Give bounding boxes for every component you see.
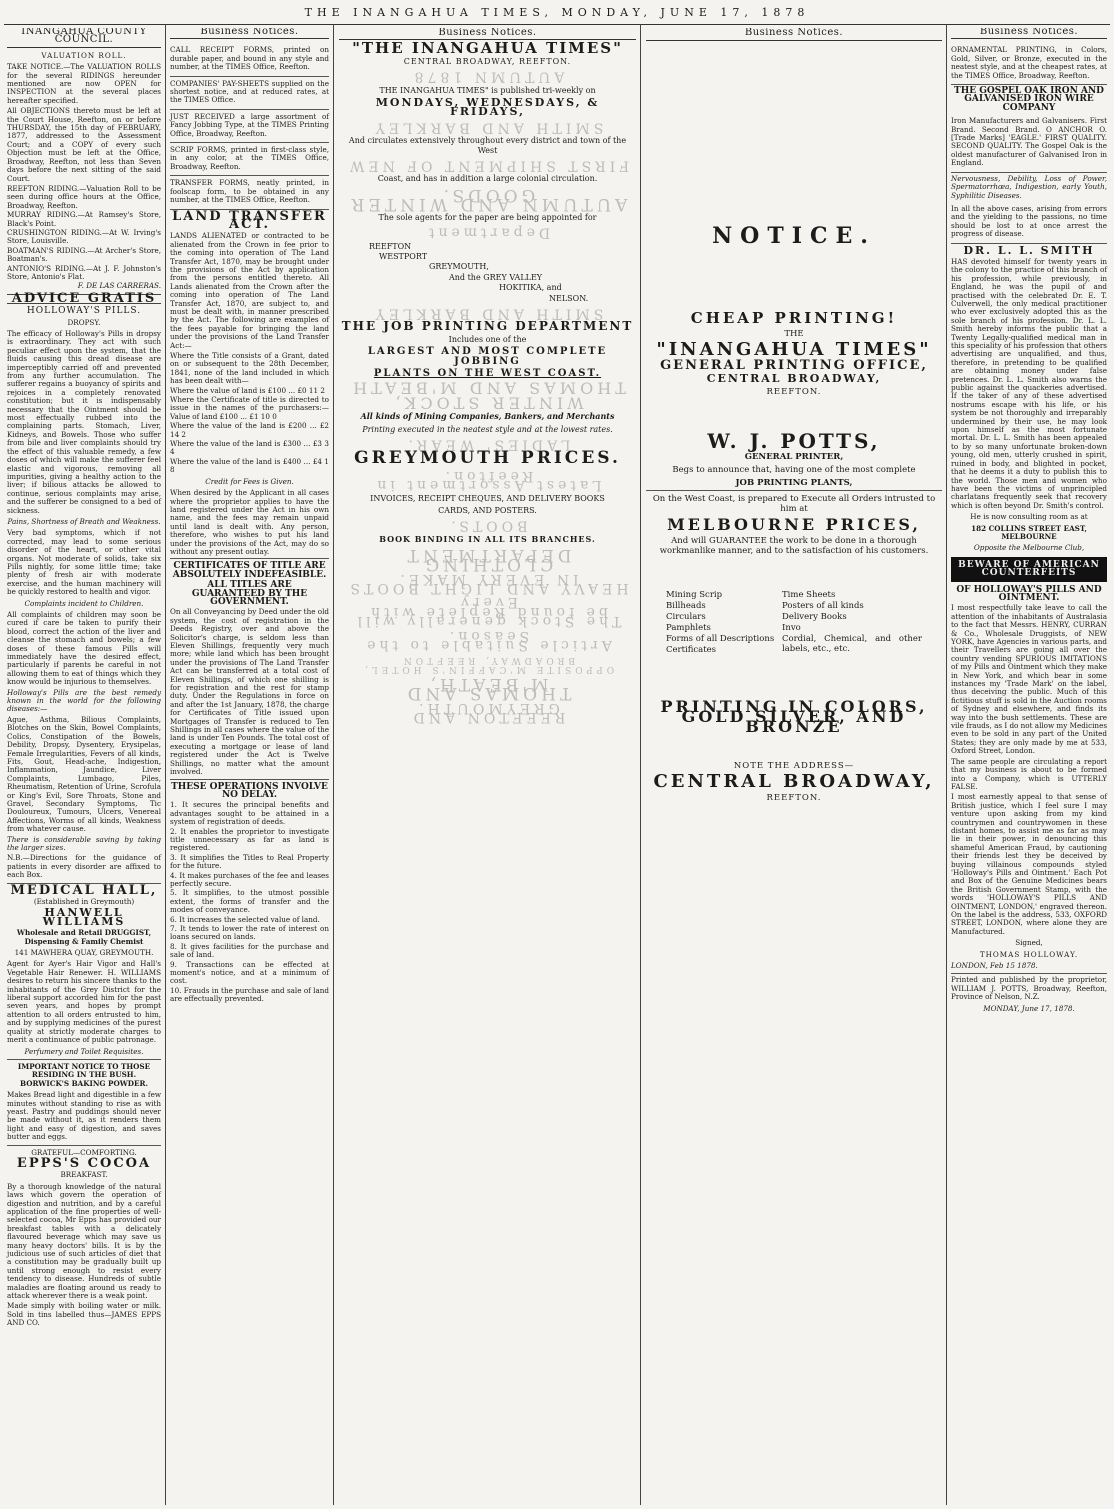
operations-list: [170, 801, 329, 1003]
breakfast-line: BREAKFAST.: [60, 1170, 108, 1180]
credit-heading: Credit for Fees is Given.: [205, 476, 294, 486]
gospel-oak-text: Iron Manufacturers and Galvanisers. First Brand. Second Brand. O ANCHOR O. [Trade Marks] 'EAGLE.' FIRST QUALITY. SECOND QUALITY. The Gospel Oak is the oldest manufacturer of Galvanised Iron in England.: [951, 114, 1107, 172]
reverse-bleed-text: LADIES' WEAR.: [404, 436, 571, 453]
times-address: CENTRAL BROADWAY, REEFTON.: [403, 56, 572, 66]
agents-line: The sole agents for the paper are being appointed for: [378, 212, 597, 222]
invoices-line: INVOICES, RECEIPT CHEQUES, AND DELIVERY BOOKS: [370, 493, 605, 503]
riding-item: MURRAY RIDING.—At Ramsey's Store, Black's Point.: [7, 210, 161, 228]
council-header: INANGAHUA COUNTY COUNCIL.: [7, 28, 161, 48]
central-broadway-large: CENTRAL BROADWAY,: [653, 771, 935, 792]
printing-item: Circulars: [666, 612, 706, 622]
guaranteed-title: ALL TITLES ARE GUARANTEED BY THE GOVERNMENT.: [191, 580, 308, 607]
ridings-list: [7, 185, 161, 291]
fee-item: Where the value of the land is £300 ... £3 3 4: [170, 439, 329, 457]
printing-item: Billheads: [666, 601, 706, 611]
epps-sign: Made simply with boiling water or milk. Sold in tins labelled thus—JAMES EPPS AND CO.: [7, 1301, 161, 1328]
reverse-bleed-text: SMITH AND BARKLEY: [371, 305, 604, 322]
reverse-bleed-text: Article Suitable to the Season.: [363, 627, 612, 653]
cards-line: CARDS, AND POSTERS.: [438, 506, 537, 516]
same-people-text: The same people are circulating a report that my business is about to be formed into a Company, which is UTTERLY FALSE.: [951, 756, 1107, 791]
business-notices-header: Business Notices.: [170, 28, 329, 39]
transfer-forms-ad: TRANSFER FORMS, neatly printed, in foolscap form, to be obtained in any number, at the TIMES Office, Reefton.: [170, 176, 329, 209]
riding-item: REEFTON RIDING.—Valuation Roll to be seen during office hours at the Office, Broadway, Reefton.: [7, 183, 161, 210]
imprint-date: MONDAY, June 17, 1878.: [983, 1003, 1075, 1013]
inangahua-times-title: "INANGAHUA TIMES": [656, 339, 932, 360]
towns-list: [339, 242, 636, 303]
london-date: LONDON, Feb 15 1878.: [951, 962, 1107, 974]
printing-item: Forms of all Descriptions: [666, 634, 775, 644]
signed-label: Signed,: [1015, 938, 1043, 948]
epps-cocoa-title: EPPS'S COCOA: [16, 1155, 152, 1171]
nervous-text: In all the above cases, arising from errors and the yielding to the passions, no time should be lost to at once arrest the progress of disease.: [951, 202, 1107, 244]
general-printer-label: GENERAL PRINTER,: [744, 452, 844, 462]
job-plants-line: JOB PRINTING PLANTS,: [646, 478, 942, 491]
printing-item: Mining Scrip: [666, 590, 723, 600]
certificates-title: CERTIFICATES OF TITLE ARE ABSOLUTELY INDEFEASIBLE.: [170, 558, 329, 579]
reefton-label: REEFTON.: [766, 387, 822, 397]
guarantee-line: And will GUARANTEE the work to be done in a thorough workmanlike manner, and to the satisfaction of his customers.: [659, 536, 929, 556]
epps-text: By a thorough knowledge of the natural laws which govern the operation of digestion and nutrition, and by a careful application of the fine properties of well-selected cocoa, Mr Epps has provided our breakfast tables with a delicately flavoured beverage which may save us many heavy doctors' bills. It is by the judicious use of such articles of diet that a constitution may be gradually built up until strong enough to resist every tendency to disease. Hundreds of subtle maladies are floating around us ready to attack wherever there is a weak point.: [7, 1181, 161, 1301]
fee-item: Where the Certificate of title is directed to issue in the names of the purchasers:—Value of land £100 ... £1 10 0: [170, 395, 329, 421]
note-address-line: NOTE THE ADDRESS—: [733, 761, 855, 771]
colors-printing-line: PRINTING IN COLORS, GOLD SILVER, AND BRONZE: [660, 697, 928, 736]
town-item: REEFTON: [369, 241, 412, 251]
reefton-label-2: REEFTON.: [766, 793, 822, 803]
melbourne-prices: MELBOURNE PRICES,: [667, 515, 921, 534]
dropsy-text: The efficacy of Holloway's Pills in dropsy is extraordinary. They act with such peculiar effect upon the system, that the fluids causing this dread disease are imperceptibly carried off and prevented from any further accumulation. The sufferer regains a buoyancy of spirits and rejoices in a completely renovated constitution; but it is indispensably necessary that the Ointment should be most effectually rubbed into the complaining parts. Stomach, Liver, Kidneys, and Bowels. Those who suffer from bile and liver complaints should try the effect of this valuable remedy, a few doses of which will make the sufferer feel elastic and vigorous, removing all impurities, giving a healthy action to the liver; if bilious attacks be allowed to continue, serious complaints may arise, and the sufferer be consigned to a bed of sickness.: [7, 329, 161, 515]
the-label: THE: [784, 329, 804, 339]
diseases-intro: Holloway's Pills are the best remedy known in the world for the following diseases:—: [7, 687, 161, 714]
hanwell-williams-name: HANWELL WILLIAMS: [42, 906, 126, 928]
west-coast-line: On the West Coast, is prepared to Execute all Orders intrusted to him at: [652, 494, 936, 514]
dr-smith-text: HAS devoted himself for twenty years in the colony to the practice of this branch of his profession, while previously, in England, he was the pupil of and practised with the celebrated Dr. E. T. Culverwell, the only medical practitioner who ever exclusively adopted this as the sole branch of his profession. Dr. L. L. Smith hereby informs the public that a Twenty Legally-qualified medical man in this speciality of his profession that others advertising are unqualified, and thus, therefore, in pretending to be qualified are obtaining money under false pretences. Dr. L. L. Smith also warns the public against the quackeries advertised. If the taker of any of these advertised nostrums escape with his life, or his system be not thoroughly and irreparably undermined by their use, he may look upon himself as the most fortunate mortal. Dr. L. L. Smith has been appealed to by so many unfortunate broken-down young, old men, utterly crushed in spirit, ruined in body, and blighted in pocket, that he deems it a duty to publish this to the world. Those men and women who have been the victims of unprincipled charlatans frequently seek that recovery which is often beyond Dr. Smith's control.: [951, 256, 1107, 510]
column-1: [4, 28, 164, 1503]
consulting-line: He is now consulting room as at: [970, 512, 1088, 522]
reverse-bleed-text: THOMAS AND M'BEATH: [349, 378, 626, 398]
published-line: THE INANGAHUA TIMES" is published tri-weekly on: [379, 85, 596, 95]
operation-item: 2. It enables the proprietor to investigate title unnecessary as far as land is registered.: [170, 826, 329, 853]
perfumery-line: Perfumery and Toilet Requisites.: [7, 1048, 161, 1060]
greymouth-prices: GREYMOUTH PRICES.: [354, 448, 621, 469]
collins-street-address: 182 COLLINS STREET EAST, MELBOURNE: [971, 523, 1087, 541]
printing-item: Delivery Books: [782, 612, 847, 622]
fee-item: Where the value of the land is £400 ... £4 1 8: [170, 456, 329, 475]
times-title: "THE INANGAHUA TIMES": [352, 39, 623, 58]
business-notices-header: Business Notices.: [951, 28, 1107, 39]
children-heading: Complaints incident to Children.: [24, 598, 144, 608]
reverse-bleed-text: WINTER STOCK,: [391, 393, 584, 413]
fee-item: Where the value of the land is £200 ... £2 14 2: [170, 421, 329, 439]
printing-items-right: [782, 589, 922, 656]
central-broadway: CENTRAL BROADWAY,: [706, 372, 882, 385]
potts-name: W. J. POTTS,: [707, 429, 881, 453]
begs-announce-line: Begs to announce that, having one of the most complete: [672, 465, 916, 475]
business-notices-header: Business Notices.: [646, 28, 942, 41]
printing-item: Pamphlets: [666, 623, 711, 633]
publication-days: MONDAYS, WEDNESDAYS, & FRIDAYS,: [375, 96, 600, 119]
opposite-club-line: Opposite the Melbourne Club,: [973, 543, 1085, 553]
valuation-roll-title: VALUATION ROLL.: [41, 50, 127, 60]
reverse-bleed-text: SMITH AND BARKLEY: [371, 119, 604, 136]
riding-item: ANTONIO'S RIDING.—At J. F. Johnston's Store, Antonio's Flat.: [7, 263, 161, 281]
baking-powder-text: Makes Bread light and digestible in a few minutes without standing to rise as with yeast. Pastry and puddings should never be made without it, as it renders them light and easy of digestion, and saves butter and eggs.: [7, 1091, 161, 1145]
operation-item: 8. It gives facilities for the purchase and sale of land.: [170, 941, 329, 960]
advice-gratis-title: ADVICE GRATIS: [7, 294, 161, 304]
reverse-bleed-text: AUTUMN AND WINTER GOODS.: [347, 184, 628, 214]
quay-address: 141 MAWHERA QUAY, GREYMOUTH.: [14, 948, 154, 958]
plants-west-coast: PLANTS ON THE WEST COAST.: [373, 367, 602, 379]
reverse-bleed-text: The Stock generally will be found Replete with Every: [353, 594, 622, 630]
saving-note: There is considerable saving by taking the larger sizes.: [7, 834, 161, 852]
medical-hall-title: MEDICAL HALL,: [10, 882, 158, 898]
hanwell-text: Agent for Ayer's Hair Vigor and Hall's Vegetable Hair Renewer. H. WILLIAMS desires to return his sincere thanks to the inhabitants of the Grey District for the liberal support accorded him for the past seven years, and hopes by prompt attention to all orders entrusted to him, and by supplying medicines of the purest quality at strictly moderate charges to merit a continuance of public patronage.: [7, 959, 161, 1045]
column-2: [167, 28, 332, 1503]
printer-imprint: Printed and published by the proprietor, WILLIAM J. POTTS, Broadway, Reefton, Province of Nelson, N.Z.: [951, 975, 1107, 1002]
operation-item: 1. It secures the principal benefits and advantages sought to be attained in a system of registration of deeds.: [170, 800, 329, 827]
town-item: HOKITIKA, and: [499, 283, 562, 293]
job-department-title: THE JOB PRINTING DEPARTMENT: [341, 319, 634, 334]
reverse-bleed-text: CLOTHING DEPARTMENT: [403, 544, 572, 575]
ornamental-printing-ad: ORNAMENTAL PRINTING, in Colors, Gold, Silver, or Bronze, executed in the neatest style, and at the cheapest rates, at the TIMES Office, Broadway, Reefton.: [951, 43, 1107, 85]
certificates-text: On all Conveyancing by Deed under the old system, the cost of registration in the Deeds Registry, over and above the Solicitor's charge, is seldom less than Eleven Shillings, frequently very much more; while land which has been brought under the provisions of The Land Transfer Act can be transferred at a total cost of Eleven Shillings, of which one shilling is for registration and the rest for stamp duty. Under the Regulations in force on and after the 1st January, 1878, the charge for Certificates of Title issued upon Mortgages of Transfer is reduced to Ten Shillings in all cases where the value of the land is under Ten Pounds. The total cost of executing a mortgage or lease of land registered under the Act is Twelve Shillings, no matter what the amount involved.: [170, 607, 329, 777]
operation-item: 6. It increases the selected value of land.: [170, 914, 320, 924]
column-divider: [333, 24, 334, 1505]
column-5: [948, 28, 1110, 1503]
land-transfer-title: LAND TRANSFER ACT.: [172, 208, 327, 232]
largest-jobbing-line: LARGEST AND MOST COMPLETE JOBBING: [367, 346, 608, 367]
reverse-bleed-text: THOMAS AND M'BEATH,: [403, 673, 572, 703]
operation-item: 9. Transactions can be effected at moment's notice, and at a minimum of cost.: [170, 959, 329, 986]
town-item: NELSON.: [549, 293, 589, 303]
riding-item: BOATMAN'S RIDING.—At Archer's Store, Boatman's.: [7, 245, 161, 264]
circulation-line: And circulates extensively throughout every district and town of the West: [348, 136, 627, 155]
reverse-bleed-text: HEAVY AND LIGHT BOOTS IN EVERY MAKE.: [346, 570, 629, 596]
column-divider: [946, 24, 947, 1505]
reverse-bleed-text: AUTUMN 1878: [410, 68, 565, 85]
dr-smith-title: DR. L. L. SMITH: [963, 243, 1095, 257]
reverse-bleed-text: Department: [424, 224, 551, 241]
important-notice: IMPORTANT NOTICE TO THOSE RESIDING IN THE BUSH. BORWICK'S BAKING POWDER.: [17, 1061, 151, 1088]
weakness-text: Very bad symptoms, which if not corrected, may lead to some serious disorder of the heart, or other vital organs. Not moderate of solids, take six Pills nightly, for some little time; take plenty of fresh air with moderate exercise, and the human machinery will be quickly restored to health and vigor.: [7, 528, 161, 597]
dropsy-heading: DROPSY.: [67, 317, 101, 327]
valuation-notice: TAKE NOTICE.—The VALUATION ROLLS for the several RIDINGS hereunder mentioned are now OPEN for INSPECTION at the several places hereafter specified.: [7, 62, 161, 105]
printing-items-left: [666, 589, 774, 656]
beware-banner: BEWARE OF AMERICAN COUNTERFEITS: [951, 557, 1107, 582]
general-printing-office: GENERAL PRINTING OFFICE,: [660, 358, 928, 373]
town-item: WESTPORT: [379, 251, 428, 261]
reverse-bleed-text: Latest Assortment in Reefton.: [373, 467, 602, 493]
column-divider: [165, 24, 166, 1505]
land-transfer-text: LANDS ALIENATED or contracted to be alienated from the Crown in fee prior to the coming into operation of The Land Transfer Act, 1870, may be brought under the provisions of the Act by application from the persons entitled thereto. All Lands alienated from the Crown after the coming into operation of The Land Transfer Act, 1870, are subject to, and must be dealt with, in manner prescribed by the Act. The following are examples of the fees payable for bringing the land under the provisions of the Land Transfer Act:—: [170, 231, 329, 350]
druggist-line: Wholesale and Retail DRUGGIST, Dispensing & Family Chemist: [16, 928, 152, 946]
thomas-holloway-signature: THOMAS HOLLOWAY.: [979, 949, 1079, 959]
column-3: [336, 28, 639, 1503]
printing-item: Posters of all kinds: [782, 601, 864, 611]
directions-note: N.B.—Directions for the guidance of patients in every disorder are affixed to each Box.: [7, 854, 161, 883]
holloway-warning-text: I most respectfully take leave to call the attention of the inhabitants of Australasia to the fact that Messrs. HENRY, CURRAN & Co., Wholesale Druggists, of NEW YORK, have Agencies in various parts, and their Travellers are going all over the country vending SPURIOUS IMITATIONS of my Pills and Ointment which they make in New York, and which bear in some instances my 'Trade Mark' on the label, thus deceiving the public. Much of this fictitious stuff is sold in the Auction rooms of Sydney and elsewhere, and finds its way into the bush settlements. These are vile frauds, as I do not allow my Medicines even to be sold in any part of the United States; they are only made by me at 533, Oxford Street, London.: [951, 603, 1108, 756]
appeal-text: I most earnestly appeal to that sense of British justice, which I feel sure I may venture upon asking from my kind countrymen and countrywomen in these distant homes, to assist me as far as may lie in their power, in denouncing this shameful American Fraud, by cautioning their friends lest they be deceived by buying villainous compounds styled 'Holloway's Pills and Ointment.' Each Pot and Box of the Genuine Medicines bears the British Government Stamp, with the words 'HOLLOWAY'S PILLS AND OINTMENT, LONDON,' engraved thereon. On the label is the address, 533, OXFORD STREET, LONDON, where alone they are Manufactured.: [951, 792, 1107, 936]
cheap-printing-title: CHEAP PRINTING!: [690, 309, 898, 327]
fancy-type-ad: JUST RECEIVED a large assortment of Fancy Jobbing Type, at the TIMES Printing Office, Broadway, Reefton.: [170, 110, 329, 143]
disease-list: Ague, Asthma, Bilious Complaints, Blotches on the Skin, Bowel Complaints, Colics, Constipation of the Bowels, Debility, Dropsy, Dysentery, Erysipelas, Female Irregularities, Fevers of all kinds, Fits, Gout, Head-ache, Indigestion, Inflammation, Jaundice, Liver Complaints, Lumbago, Piles, Rheumatism, Retention of Urine, Scrofula or King's Evil, Sore Throats, Stone and Gravel, Secondary Symptoms, Tic Douloureux, Tumours, Ulcers, Venereal Affections, Worms of all kinds, Weakness from whatever cause.: [7, 714, 161, 834]
book-binding-line: BOOK BINDING IN ALL ITS BRANCHES.: [379, 533, 596, 544]
operation-item: 10. Frauds in the purchase and sale of land are effectually prevented.: [170, 985, 329, 1004]
riding-item: CRUSHINGTON RIDING.—At W. Irving's Store, Louisville.: [7, 227, 161, 246]
holloway-warning-title: OF HOLLOWAY'S PILLS AND OINTMENT.: [956, 584, 1102, 603]
printing-item: Invo: [782, 623, 801, 633]
town-item: GREYMOUTH,: [429, 262, 489, 272]
coast-line: Coast, and has in addition a large colonial circulation.: [377, 174, 598, 184]
business-notices-header: Business Notices.: [339, 28, 636, 40]
fee-item: Where the Title consists of a Grant, dated on or subsequent to the 28th December, 1841, none of the land included in which has been dealt with—: [170, 351, 329, 386]
pay-sheets-ad: COMPANIES' PAY-SHEETS supplied on the shortest notice, and at reduced rates, at the TIMES Office.: [170, 77, 329, 110]
objections-text: All OBJECTIONS thereto must be left at the Court House, Reefton, on or before THURSDAY, the 15th day of FEBRUARY, 1877, addressed to the Assessment Court; and a COPY of every such Objection must be left at the Office, Broadway, Reefton, not less than Seven days before the next sitting of the said Court.: [7, 106, 161, 183]
established-note: (Established in Greymouth): [33, 897, 135, 906]
operations-title: THESE OPERATIONS INVOLVE NO DELAY.: [170, 779, 329, 800]
masthead: THE INANGAHUA TIMES, MONDAY, JUNE 17, 1878: [304, 6, 810, 19]
printing-item: Time Sheets: [782, 590, 836, 600]
mining-companies-line: All kinds of Mining Companies, Bankers, and Merchants: [360, 411, 615, 422]
operation-item: 3. It simplifies the Titles to Real Property for the future.: [170, 852, 329, 871]
weakness-heading: Pains, Shortness of Breath and Weakness.: [7, 516, 161, 526]
grateful-line: GRATEFUL—COMFORTING.: [31, 1147, 137, 1157]
printing-executed-line: Printing executed in the neatest style and at the lowest rates.: [362, 424, 613, 434]
printing-item: Cordial, Chemical, and other labels, etc., etc.: [782, 634, 922, 654]
printing-item: Certificates: [666, 645, 717, 655]
masthead-rule: [4, 24, 1110, 25]
printing-items-list: [646, 589, 942, 656]
children-text: All complaints of children may soon be cured if care be taken to purify their blood, correct the action of the liver and cleanse the stomach and bowels; a few doses of these famous Pills will immediately have the desired effect, particularly if parents be careful in not allowing them to eat of things which they know would be injurious to themselves.: [7, 610, 161, 687]
reverse-bleed-text: OPPOSITE M'CAFFIN'S HOTEL, BROADWAY, REEFTON: [360, 654, 615, 674]
notice-title: NOTICE.: [712, 223, 876, 249]
town-item: And the GREY VALLEY: [449, 272, 543, 282]
holloway-pills-title: HOLLOWAY'S PILLS.: [26, 306, 142, 317]
operation-item: 5. It simplifies, to the utmost possible extent, the forms of transfer and the modes of conveyance.: [170, 888, 329, 915]
column-4: [643, 28, 945, 1503]
credit-text: When desired by the Applicant in all cases where the proprietor applies to have the land registered under the Act in his own name, and the fees may remain unpaid until land is dealt with. Any person, therefore, who wishes to put his land under the provisions of the Act, may do so without any present outlay.: [170, 488, 329, 556]
scrip-forms-ad: SCRIP FORMS, printed in first-class style, in any color, at the TIMES Office, Broadway, Reefton.: [170, 143, 329, 176]
fee-item: Where the value of land is £100 ... £0 11 2: [170, 385, 325, 395]
operation-item: 4. It makes purchases of the fee and leases perfectly secure.: [170, 870, 329, 888]
reverse-bleed-text: BOOTS.: [447, 517, 528, 534]
includes-line: Includes one of the: [448, 334, 527, 344]
reverse-bleed-text: REEFTON AND GREYMOUTH.: [409, 698, 566, 725]
operation-item: 7. It tends to lower the rate of interest on loans secured on lands.: [170, 924, 329, 942]
call-receipt-ad: CALL RECEIPT FORMS, printed on durable paper, and bound in any style and number, at the TIMES Office, Reefton.: [170, 43, 329, 76]
nervous-heading: Nervousness, Debility, Loss of Power, Spermatorrhœa, Indigestion, early Youth, Syphilitic Diseases.: [951, 173, 1107, 200]
column-divider: [640, 24, 641, 1505]
riding-signature: F. DE LAS CARRERAS.: [77, 281, 161, 291]
gospel-oak-title: THE GOSPEL OAK IRON AND GALVANISED IRON WIRE COMPANY: [954, 86, 1104, 113]
fees-list: [170, 352, 329, 475]
reverse-bleed-text: FIRST SHIPMENT OF NEW: [346, 157, 630, 174]
